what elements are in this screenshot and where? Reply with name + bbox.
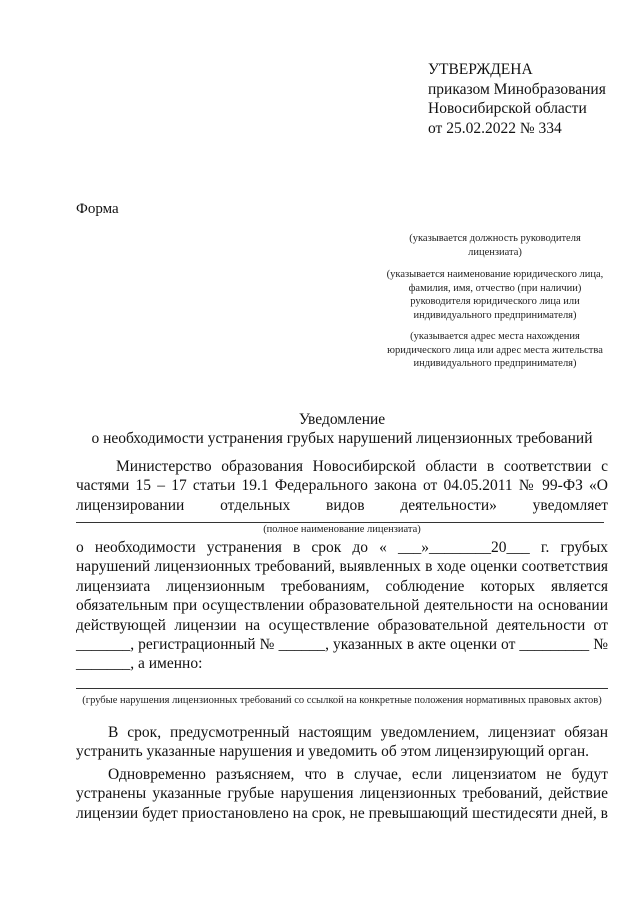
form-label: Форма — [76, 201, 119, 217]
approval-stamp — [428, 60, 606, 138]
approved-line-3: Новосибирской области — [428, 100, 587, 117]
title-line-2: о необходимости устранения грубых нарушений лицензионных требований — [91, 430, 593, 447]
note-address: (указывается адрес места нахождения юридического лица или адрес места жительства индивидуального предпринимателя) — [387, 331, 603, 369]
licensee-name-line — [76, 522, 604, 523]
title-line-1: Уведомление — [298, 411, 386, 428]
note-position: (указывается должность руководителя лицензиата) — [409, 233, 581, 258]
document-title — [76, 410, 608, 448]
caption-violations: (грубые нарушения лицензионных требований со ссылкой на конкретные положения нормативных правовых актов) — [82, 695, 602, 706]
caption-licensee: (полное наименование лицензиата) — [263, 524, 421, 535]
violations-line — [76, 688, 608, 689]
approved-line-1: УТВЕРЖДЕНА — [428, 61, 533, 78]
note-name: (указывается наименование юридического лица, фамилия, имя, отчество (при наличии) руководителя юридического лица или индивидуального предпринимателя) — [386, 269, 604, 321]
paragraph-obligation: В срок, предусмотренный настоящим уведомлением, лицензиат обязан устранить указанные нарушения и уведомить об этом лицензирующий орган. — [76, 724, 608, 761]
paragraph-deadline: о необходимости устранения в срок до « ___»________20___ г. грубых нарушений лицензионных требований, выявленных в ходе оценки соответствия лицензиата лицензионным требованиям, соблюдение которых является обязательным при осуществлении образовательной деятельности на основании действующей лицензии на осуществление образовательной деятельности от _______, регистрационный № ______, указанных в акте оценки от _________ № _______, а именно: — [76, 539, 608, 673]
paragraph-explanation: Одновременно разъясняем, что в случае, если лицензиатом не будут устранены указанные грубые нарушения лицензионных требований, действие лицензии будет приостановлено на срок, не превышающий шестидесяти дней, в — [76, 766, 608, 822]
paragraph-intro: Министерство образования Новосибирской области в соответствии с частями 15 – 17 статьи 19.1 Федерального закона от 04.05.2011 № 99-ФЗ «О лицензировании отдельных видов деятельности» уведомляет — [76, 458, 608, 514]
approved-line-2: приказом Минобразования — [428, 80, 606, 98]
approved-line-4: от 25.02.2022 № 334 — [428, 119, 562, 137]
